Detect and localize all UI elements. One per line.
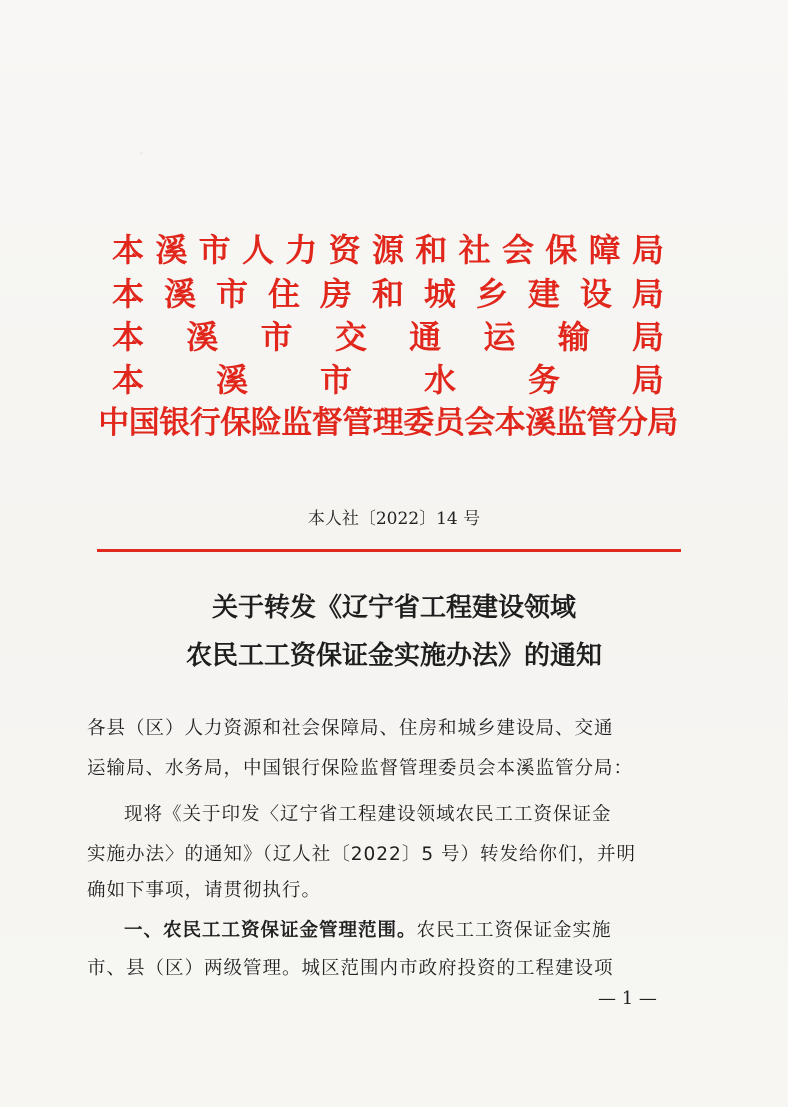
document-number: 本人社〔2022〕14 号 [307,509,481,529]
issuer-char: 务 [527,361,560,399]
issuer-line-1 [112,229,664,271]
issuer-char: 溪 [163,275,196,313]
issuer-line-3 [112,316,664,358]
issuer-line-5: 中国银行保险监督管理委员会本溪监管分局 [98,405,678,441]
issuer-char: 本 [112,231,145,269]
title-line-2: 农民工工资保证金实施办法》的通知 [185,641,602,671]
issuer-char: 本 [112,318,145,356]
issuer-char: 局 [631,318,664,356]
section-1-line-2: 市、县（区）两级管理。城区范围内市政府投资的工程建设项 [87,958,614,979]
issuer-char: 会 [501,231,534,269]
recipients-line-2: 运输局、水务局，中国银行保险监督管理委员会本溪监管分局： [87,758,634,779]
issuer-char: 人 [241,231,274,269]
issuer-char: 输 [557,318,590,356]
scan-speck [140,152,143,155]
issuer-char: 溪 [155,231,188,269]
issuer-char: 局 [631,361,664,399]
paragraph-1-line-1: 现将《关于印发〈辽宁省工程建设领域农民工工资保证金 [124,804,612,825]
paragraph-1-line-2: 实施办法〉的通知》（辽人社〔2022〕5 号）转发给你们，并明 [87,844,636,865]
issuer-char: 交 [334,318,367,356]
issuer-char: 社 [458,231,491,269]
issuer-char: 溪 [215,361,248,399]
issuer-char: 和 [371,275,404,313]
issuer-char: 水 [423,361,456,399]
issuer-char: 城 [423,275,456,313]
issuer-char: 源 [371,231,404,269]
issuer-char: 住 [267,275,300,313]
recipients-line-1: 各县（区）人力资源和社会保障局、住房和城乡建设局、交通 [87,718,614,739]
issuer-line-2 [112,273,664,315]
issuer-char: 运 [483,318,516,356]
section-1-text: 农民工工资保证金实施 [416,920,612,941]
issuer-char: 市 [260,318,293,356]
issuer-char: 乡 [475,275,508,313]
issuer-char: 资 [328,231,361,269]
issuer-char: 障 [588,231,621,269]
issuer-char: 建 [527,275,560,313]
issuer-char: 通 [409,318,442,356]
section-1-line-1 [124,914,699,948]
issuer-char: 市 [198,231,231,269]
issuer-char: 市 [215,275,248,313]
issuer-char: 溪 [186,318,219,356]
issuer-char: 和 [415,231,448,269]
page-number: — 1 — [598,988,657,1009]
paragraph-1-line-3: 确如下事项，请贯彻执行。 [87,880,322,901]
issuer-char: 力 [285,231,318,269]
section-1-heading: 一、农民工工资保证金管理范围。 [124,920,417,941]
issuer-char: 局 [631,231,664,269]
issuer-char: 局 [631,275,664,313]
issuer-char: 本 [112,275,145,313]
red-separator-line [97,549,681,552]
issuer-char: 保 [545,231,578,269]
title-line-1: 关于转发《辽宁省工程建设领域 [211,593,576,623]
issuer-char: 设 [579,275,612,313]
issuer-char: 本 [112,361,145,399]
issuer-line-4 [112,359,664,401]
issuer-char: 市 [319,361,352,399]
issuer-char: 房 [319,275,352,313]
